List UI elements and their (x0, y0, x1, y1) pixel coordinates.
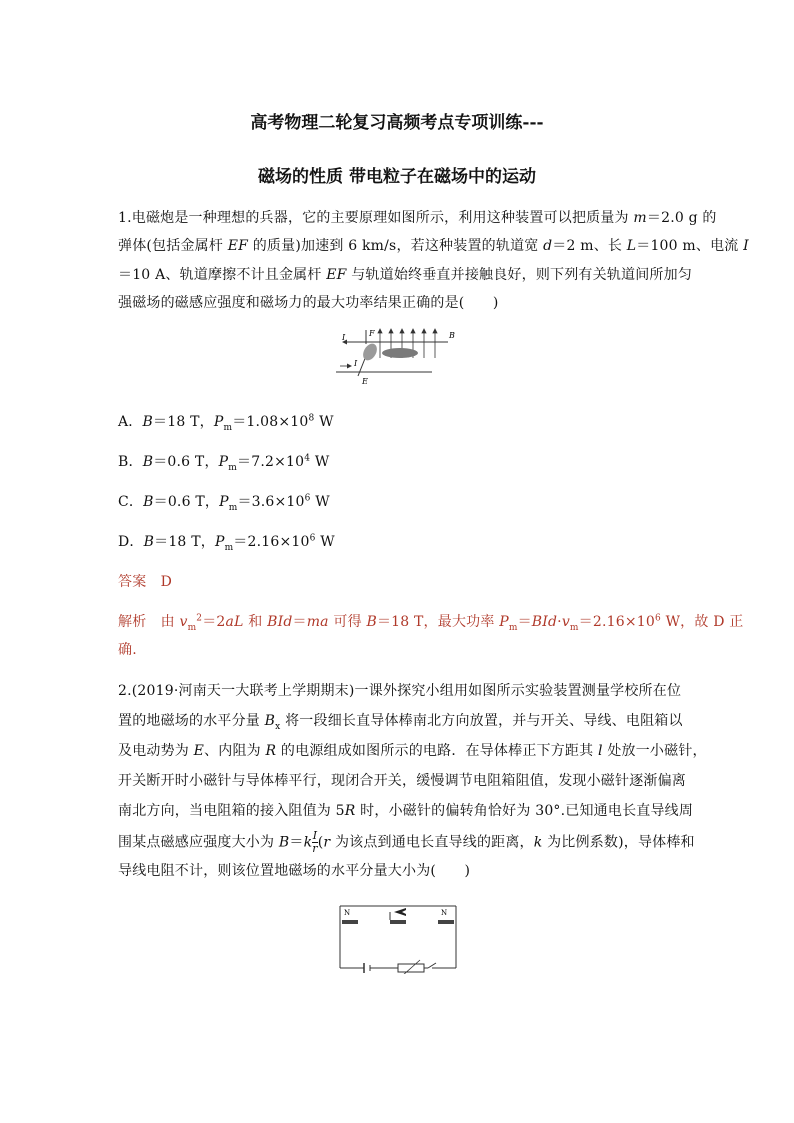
var-l: l (597, 743, 603, 759)
option-text: W (314, 414, 334, 430)
exponent: 4 (304, 453, 311, 464)
fraction-denominator: r (312, 842, 318, 855)
var-R: R (344, 803, 356, 819)
label-N-right: N (441, 909, 448, 917)
circuit-figure (336, 902, 460, 974)
q2-text: ＝ (289, 834, 304, 851)
analysis-text: ＝18 T，最大功率 (376, 614, 500, 630)
var-ma: ma (306, 614, 329, 630)
var-P: P (499, 614, 509, 630)
q2-text: 的电源组成如图所示的电路．在导体棒正下方距其 (276, 743, 598, 759)
q2-text: 南北方向，当电阻箱的接入阻值为 5 (118, 803, 345, 819)
var-BId: BId (531, 614, 558, 630)
analysis-text: 解析 由 (118, 614, 180, 630)
var-E: E (193, 743, 205, 759)
option-text: W (310, 494, 330, 510)
sub-m: m (569, 622, 579, 633)
analysis-text: 可得 (328, 614, 367, 630)
option-text: W (315, 534, 335, 550)
q1-text: 1.电磁炮是一种理想的兵器，它的主要原理如图所示，利用这种装置可以把质量为 (118, 210, 634, 226)
analysis-text: ＝ (517, 614, 532, 630)
analysis-text: ＝2.16×10 (578, 614, 655, 630)
option-text: ＝1.08×10 (232, 414, 309, 430)
q2-line-2 (118, 710, 683, 732)
railgun-figure (336, 326, 458, 386)
exponent: 6 (304, 493, 311, 504)
q1-text: ＝100 m、电流 (636, 238, 744, 254)
fraction-numerator: I (312, 829, 318, 842)
var-k: k (533, 834, 543, 851)
var-P: P (219, 494, 229, 510)
sub-m: m (228, 462, 238, 473)
analysis-text: 和 (243, 614, 268, 630)
sub-m: m (508, 622, 518, 633)
var-R: R (265, 743, 277, 759)
option-text: ＝18 T， (153, 414, 214, 430)
var-v: v (179, 614, 188, 630)
q1-line-2 (118, 235, 749, 255)
analysis-line-1 (118, 611, 744, 633)
var-L: L (626, 238, 637, 254)
q2-text: 为该点到通电长直导线的距离， (330, 834, 534, 851)
stand-right (438, 920, 454, 924)
stand-left (342, 920, 358, 924)
q1-text: ＝2 m、长 (552, 238, 627, 254)
analysis-text: W，故 D 正 (660, 614, 744, 630)
q2-line-1: 2.(2019·河南天一大联考上学期期末)一课外探究小组用如图所示实验装置测量学校所在位 (118, 683, 682, 699)
q2-text: 、内阻为 (204, 743, 266, 759)
answer: 答案 D (118, 574, 173, 590)
var-EF: EF (326, 267, 347, 283)
q2-text: 将一段细长直导体棒南北方向放置，并与开关、导线、电阻箱以 (280, 713, 683, 729)
q2-text: 时，小磁针的偏转角恰好为 30°.已知通电长直导线周 (355, 803, 694, 819)
option-text: ＝18 T， (154, 534, 215, 550)
option-text: W (310, 454, 330, 470)
label-N-left: N (344, 909, 351, 917)
var-P: P (218, 454, 229, 470)
switch (428, 963, 436, 968)
option-text: ＝7.2×10 (237, 454, 305, 470)
page-subtitle: 磁场的性质 带电粒子在磁场中的运动 (258, 167, 536, 187)
var-B: B (264, 713, 276, 729)
q2-line-3 (118, 740, 707, 760)
label-B: B (449, 331, 455, 340)
var-B: B (366, 614, 377, 630)
var-aL: aL (225, 614, 244, 630)
q2-text: 围某点磁感应强度大小为 (118, 834, 279, 851)
sub-m: m (187, 622, 197, 633)
option-text: ＝3.6×10 (237, 494, 305, 510)
option-b (118, 451, 329, 473)
sub-m: m (223, 422, 233, 433)
var-P: P (213, 414, 224, 430)
page-title: 高考物理二轮复习高频考点专项训练--- (250, 113, 544, 133)
label-F: F (369, 329, 375, 338)
var-m: m (633, 210, 647, 226)
analysis-text: ＝ (292, 614, 307, 630)
exponent: 8 (308, 413, 315, 424)
q2-text: 置的地磁场的水平分量 (118, 713, 265, 729)
exponent: 6 (309, 533, 316, 544)
q1-line-3 (118, 264, 692, 284)
q1-text: ＝10 A、轨道摩擦不计且金属杆 (118, 267, 327, 283)
option-letter: D． (118, 534, 144, 550)
q2-text: ( (317, 834, 324, 851)
compass-stand (390, 920, 406, 924)
var-v: v (561, 614, 570, 630)
analysis-line-2: 确. (118, 642, 137, 658)
analysis-text: ＝2 (202, 614, 226, 630)
q2-line-4: 开关断开时小磁针与导体棒平行，现闭合开关，缓慢调节电阻箱阻值，发现小磁针逐渐偏离 (118, 773, 686, 789)
option-letter: C． (118, 494, 144, 510)
q1-text: 弹体(包括金属杆 (118, 238, 228, 254)
var-k: k (303, 834, 313, 851)
option-a (118, 411, 334, 433)
var-EF: EF (227, 238, 249, 254)
var-B: B (143, 534, 155, 550)
option-text: ＝2.16×10 (233, 534, 310, 550)
label-I-top: I (342, 333, 346, 342)
q2-line-5 (118, 800, 693, 820)
var-B: B (278, 834, 290, 851)
option-text: ＝0.6 T， (153, 494, 220, 510)
exponent: 6 (654, 613, 661, 624)
sub-m: m (228, 502, 238, 513)
q1-text: 与轨道始终垂直并接触良好，则下列有关轨道间所加匀 (346, 267, 693, 283)
var-BId: BId (267, 614, 293, 630)
option-letter: B． (118, 454, 143, 470)
var-d: d (543, 238, 553, 254)
q1-text: 的质量)加速到 6 km/s，若这种装置的轨道宽 (248, 238, 544, 254)
sub-x: x (275, 721, 281, 732)
var-B: B (142, 454, 154, 470)
projectile (382, 348, 418, 358)
var-B: B (142, 414, 154, 430)
q1-line-4: 强磁场的磁感应强度和磁场力的最大功率结果正确的是( ) (118, 295, 499, 311)
var-I: I (743, 238, 749, 254)
q1-text: ＝2.0 g 的 (646, 210, 717, 226)
q2-line-7: 导线电阻不计，则该位置地磁场的水平分量大小为( ) (118, 863, 471, 879)
q1-line-1 (118, 207, 717, 227)
var-P: P (214, 534, 225, 550)
q2-text: 为比例系数)，导体棒和 (542, 834, 695, 851)
option-c (118, 491, 330, 513)
exponent: 2 (196, 613, 203, 624)
var-r: r (323, 834, 331, 851)
analysis-text: · (557, 614, 562, 630)
label-E: E (362, 377, 368, 386)
sub-m: m (224, 542, 234, 553)
q2-text: 处放一小磁针， (602, 743, 707, 759)
option-d (118, 531, 335, 553)
var-B: B (143, 494, 154, 510)
option-text: ＝0.6 T， (153, 454, 219, 470)
option-letter: A． (118, 414, 143, 430)
q2-line-6 (118, 830, 695, 855)
label-I-bottom: I (354, 359, 358, 368)
q2-text: 及电动势为 (118, 743, 194, 759)
